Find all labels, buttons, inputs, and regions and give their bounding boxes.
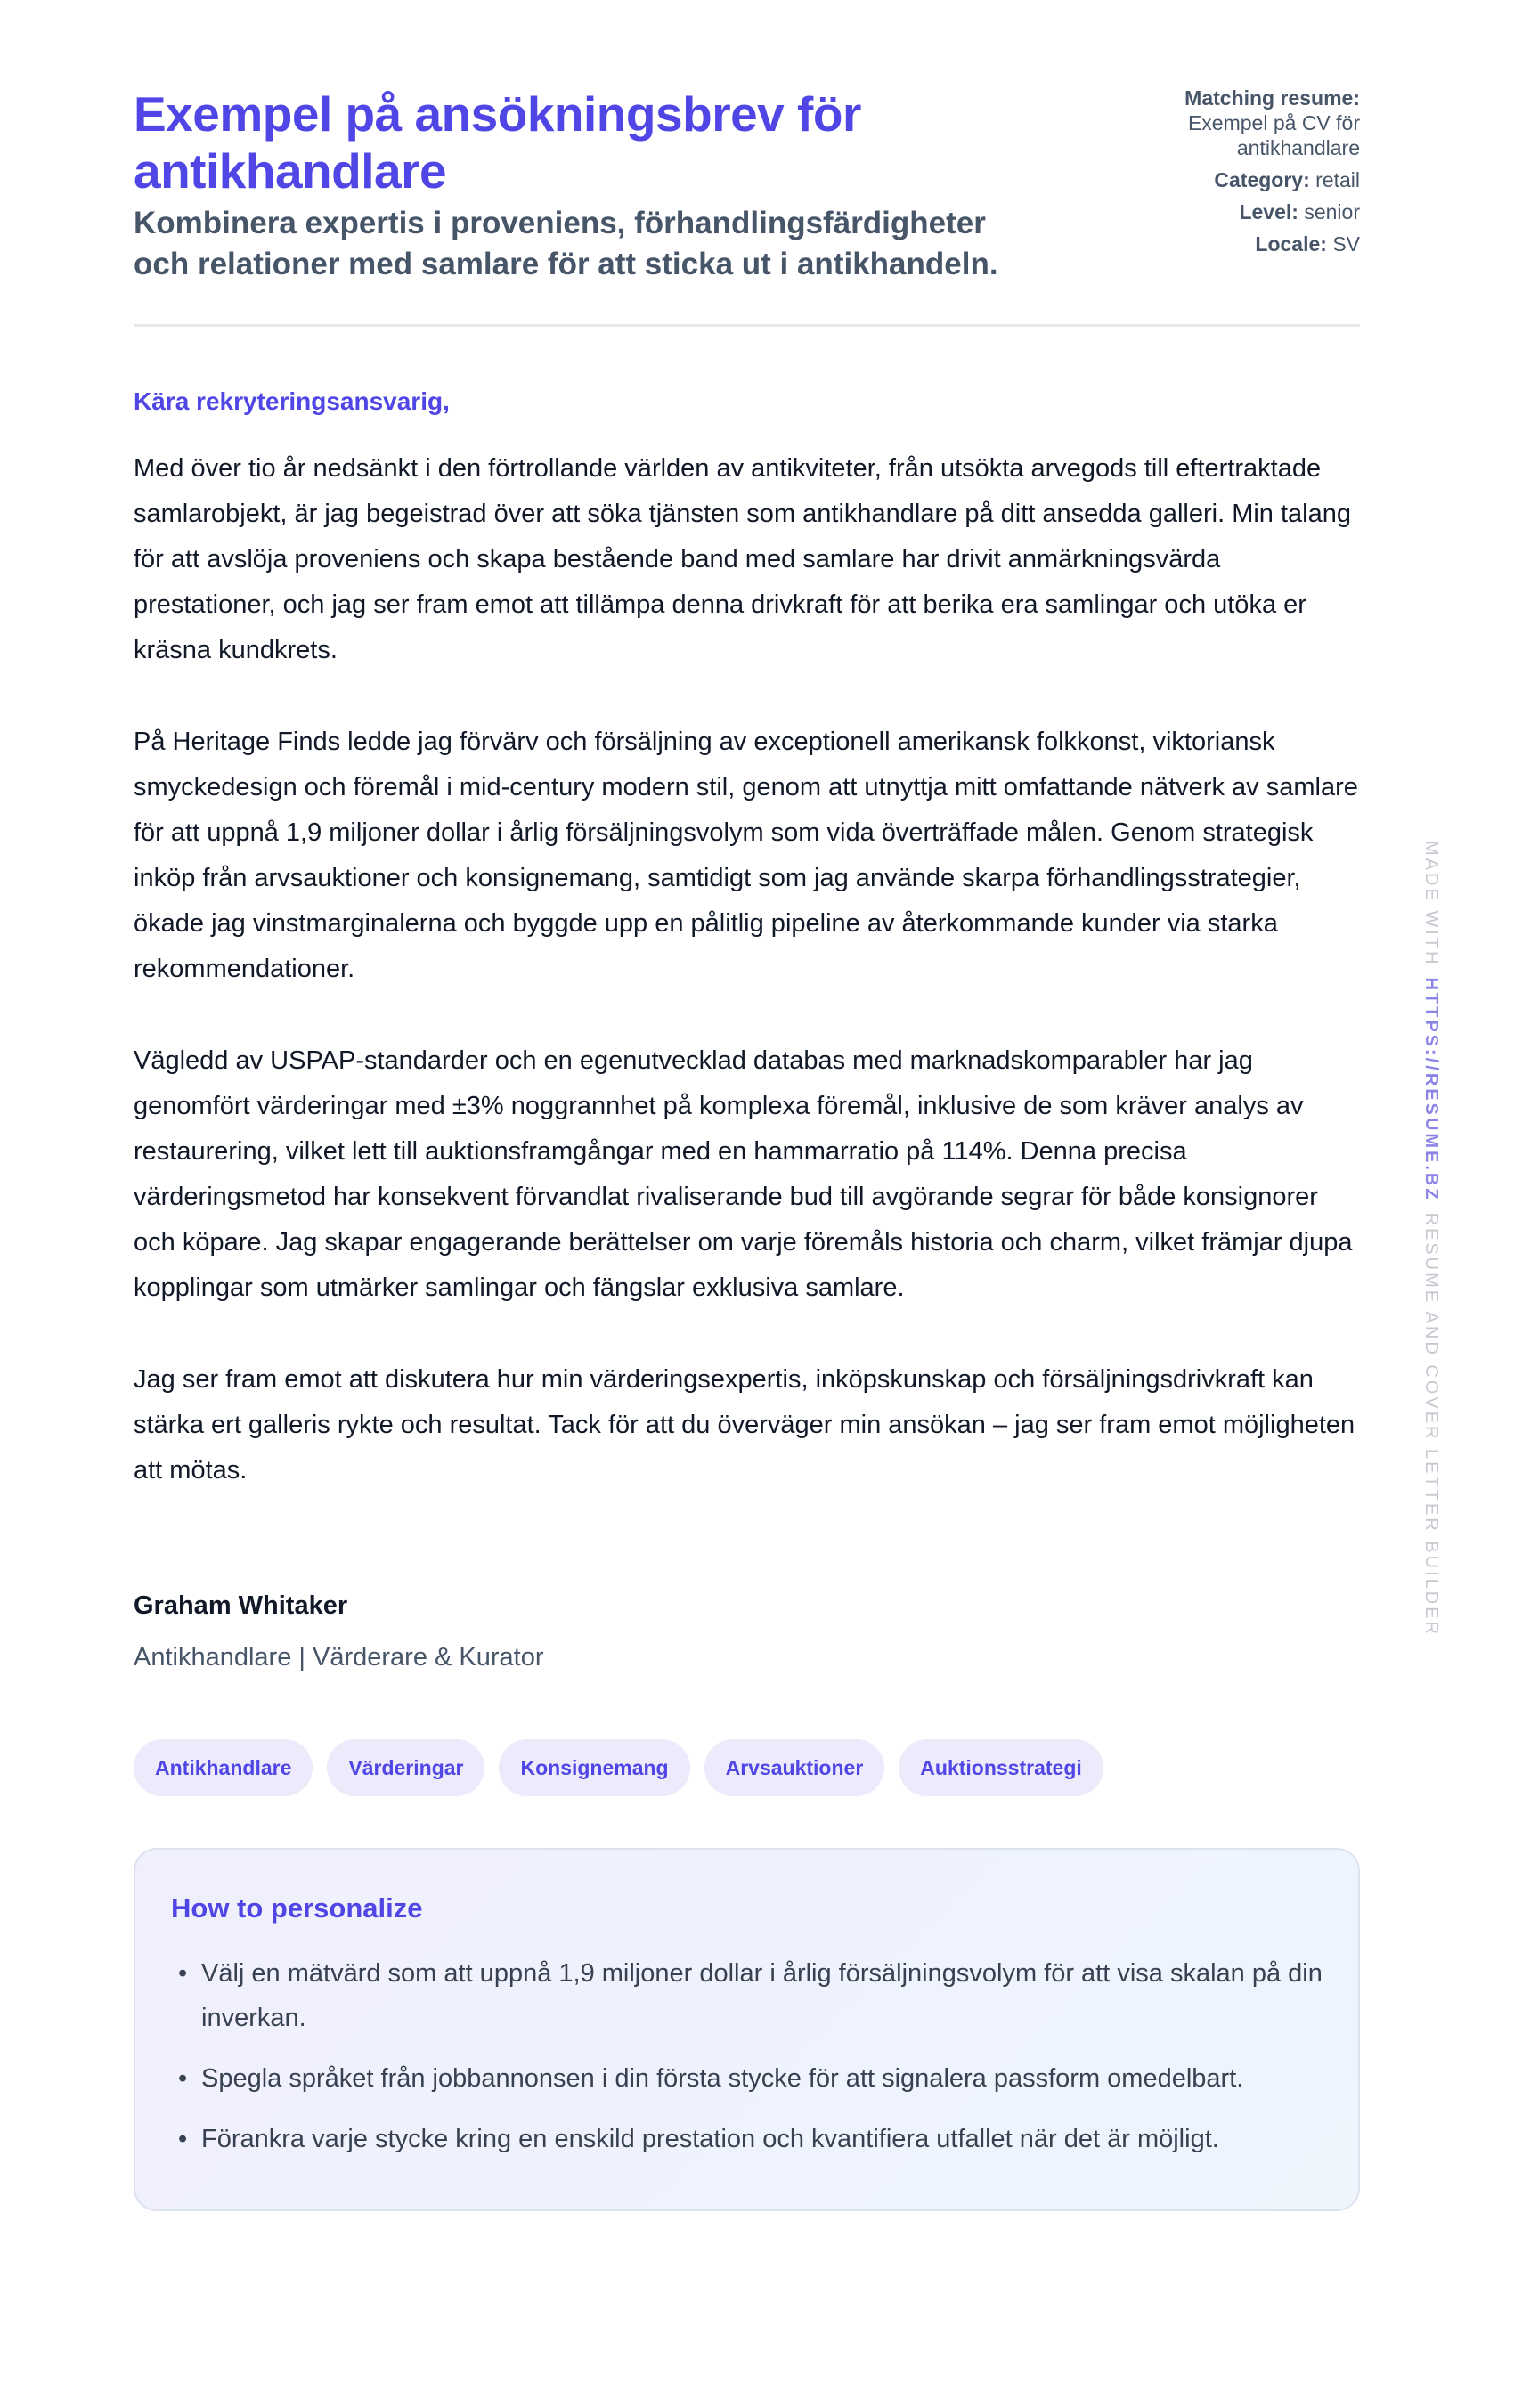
meta-matching-resume-value[interactable]: Exempel på CV för antikhandlare [1187, 111, 1360, 159]
tips-item [171, 1951, 1323, 2040]
watermark-text [1420, 841, 1441, 1637]
meta-locale-label: Locale: [1255, 232, 1327, 256]
tag[interactable]: Värderingar [327, 1739, 484, 1796]
meta-matching-resume [1128, 85, 1360, 160]
bullet-icon: • [178, 2125, 188, 2153]
title-block [134, 85, 1042, 285]
personalize-tips-card [134, 1848, 1360, 2211]
watermark-link[interactable]: HTTPS://RESUME.BZ [1421, 977, 1441, 1202]
tips-title: How to personalize [171, 1892, 423, 1924]
signature-title: Antikhandlare | Värderare & Kurator [134, 1643, 544, 1672]
meta-level-value: senior [1304, 200, 1360, 224]
tag[interactable]: Konsignemang [499, 1739, 689, 1796]
tag[interactable]: Arvsauktioner [704, 1739, 885, 1796]
meta-level [1128, 199, 1360, 224]
tag[interactable]: Antikhandlare [134, 1739, 313, 1796]
meta-matching-resume-label: Matching resume: [1184, 86, 1360, 110]
page-subtitle: Kombinera expertis i proveniens, förhandlingsfärdigheter och relationer med samlare för att sticka ut i antikhandeln. [134, 206, 998, 281]
tips-item-text: Spegla språket från jobbannonsen i din första stycke för att signalera passform omedelbart. [201, 2064, 1244, 2093]
watermark-suffix: RESUME AND COVER LETTER BUILDER [1421, 1212, 1441, 1637]
letter-greeting: Kära rekryteringsansvarig, [134, 387, 450, 415]
header-divider [134, 324, 1360, 327]
tips-item [171, 2117, 1323, 2161]
letter-paragraph: Med över tio år nedsänkt i den förtrollande världen av antikviteter, från utsökta arvegods till eftertraktade samlarobjekt, är jag begeistrad över att söka tjänsten som antikhandlare på ditt ansedda galleri. Min talang för att avslöja proveniens och skapa bestående band med samlare har drivit anmärkningsvärda prestationer, och jag ser fram emot att tillämpa denna drivkraft för att berika era samlingar och utöka er kräsna kundkrets. [134, 454, 1352, 664]
letter-paragraph: På Heritage Finds ledde jag förvärv och försäljning av exceptionell amerikansk folkkonst, viktoriansk smyckedesign och föremål i mid-century modern stil, genom att utnyttja mitt omfattande nätverk av samlare för att uppnå 1,9 miljoner dollar i årlig försäljningsvolym som vida överträffade målen. Genom strategisk inköp från arvsauktioner och konsignemang, samtidigt som jag använde skarpa förhandlingsstrategier, ökade jag vinstmarginalerna och byggde upp en pålitlig pipeline av återkommande kunder via starka rekommendationer. [134, 728, 1358, 983]
meta-category-value: retail [1315, 168, 1360, 191]
letter-paragraph: Vägledd av USPAP-standarder och en egenutvecklad databas med marknadskomparabler har jag genomfört värderingar med ±3% noggrannhet på komplexa föremål, inklusive de som kräver analys av restaurering, vilket lett till auktionsframgångar med en hammarratio på 114%. Denna precisa värderingsmetod har konsekvent förvandlat rivaliserande bud till avgörande segrar för både konsignorer och köpare. Jag skapar engagerande berättelser om varje föremåls historia och charm, vilket främjar djupa kopplingar som utmärker samlingar och fängslar exklusiva samlare. [134, 1046, 1353, 1302]
meta-locale [1128, 232, 1360, 256]
page-header [134, 85, 1360, 285]
meta-category-label: Category: [1214, 168, 1310, 191]
signature-name: Graham Whitaker [134, 1591, 348, 1620]
meta-category [1128, 167, 1360, 192]
watermark-prefix: MADE WITH [1421, 841, 1441, 967]
tips-list [171, 1951, 1323, 2161]
letter-paragraph: Jag ser fram emot att diskutera hur min värderingsexpertis, inköpskunskap och försäljningsdrivkraft kan stärka ert galleris rykte och resultat. Tack för att du överväger min ansökan – jag ser fram emot möjligheten att mötas. [134, 1365, 1355, 1485]
tag[interactable]: Auktionsstrategi [899, 1739, 1103, 1796]
meta-level-label: Level: [1239, 200, 1298, 224]
cover-letter-page [134, 85, 1360, 2211]
tips-item [171, 2056, 1323, 2101]
meta-panel [1128, 85, 1360, 264]
tips-item-text: Välj en mätvärd som att uppnå 1,9 miljoner dollar i årlig försäljningsvolym för att visa skalan på din inverkan. [201, 1959, 1323, 2032]
tips-item-text: Förankra varje stycke kring en enskild prestation och kvantifiera utfallet när det är möjligt. [201, 2125, 1219, 2153]
tag-list [134, 1739, 1360, 1796]
letter-body [134, 446, 1360, 1493]
page-title: Exempel på ansökningsbrev för antikhandlare [134, 86, 861, 199]
bullet-icon: • [178, 2064, 188, 2093]
meta-locale-value: SV [1332, 232, 1360, 256]
watermark-stamp [1412, 841, 1448, 1637]
bullet-icon: • [178, 1959, 188, 1988]
